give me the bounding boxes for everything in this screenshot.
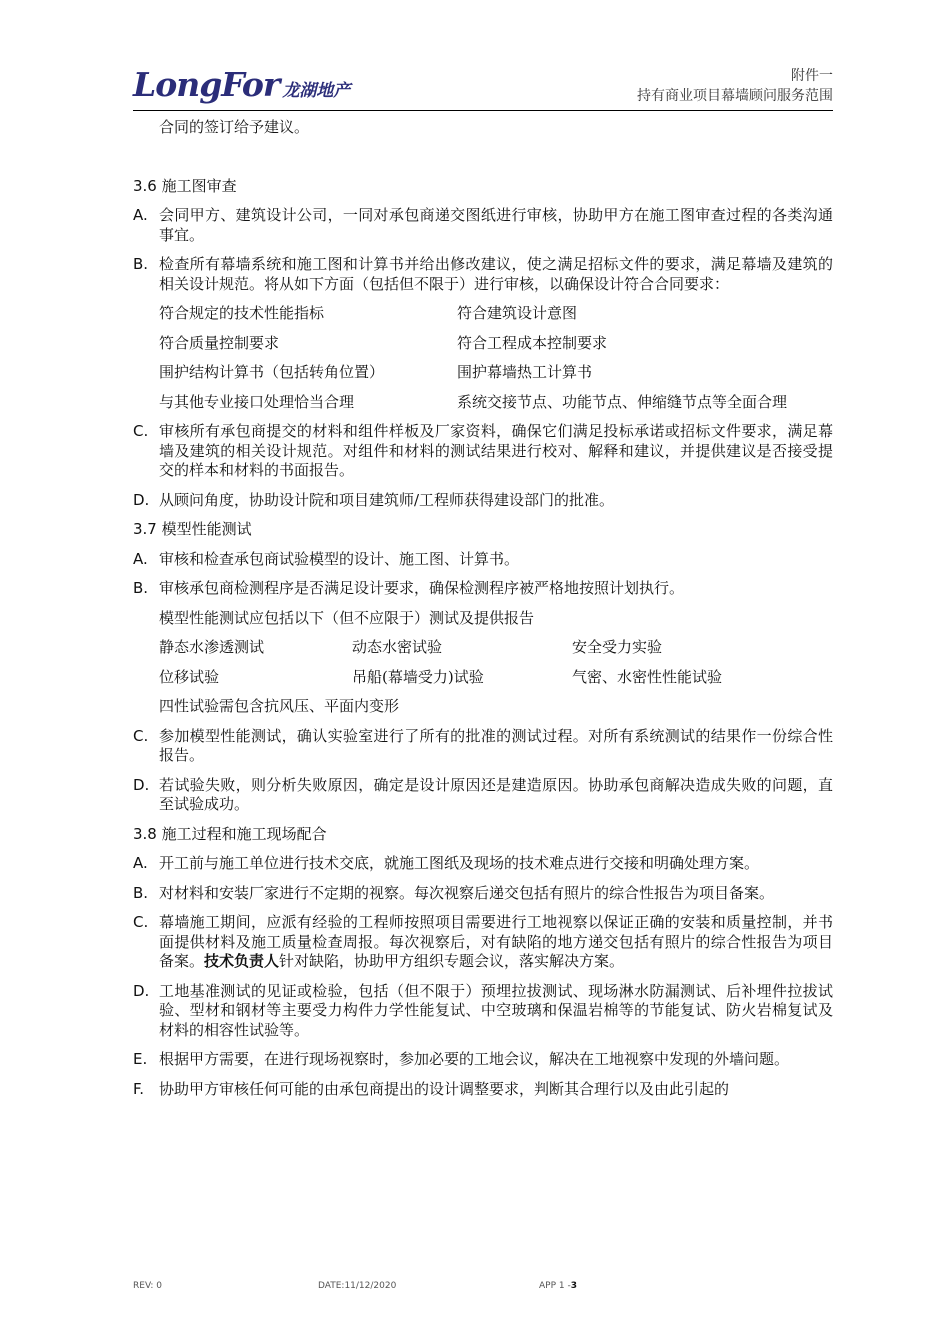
s36-item-a [133, 206, 833, 245]
s36-item-a-text: 会同甲方、建筑设计公司，一同对承包商递交图纸进行审核，协助甲方在施工图审查过程的各类沟通事宜。 [159, 206, 833, 244]
s38-item-a-text: 开工前与施工单位进行技术交底，就施工图纸及现场的技术难点进行交接和明确处理方案。 [159, 854, 760, 872]
s38-item-d [133, 982, 833, 1041]
s36-item-d [133, 491, 833, 511]
test-item: 气密、水密性性能试验 [572, 667, 723, 686]
s37-test-note: 四性试验需包含抗风压、平面内变形 [159, 697, 400, 715]
s38-item-c-text-tail: 针对缺陷，协助甲方组织专题会议，落实解决方案。 [279, 952, 625, 970]
s38-item-b-text: 对材料和安装厂家进行不定期的视察。每次视察后递交包括有照片的综合性报告为项目备案。 [159, 883, 775, 902]
review-point: 符合质量控制要求 [159, 333, 280, 352]
item-marker: A. [133, 549, 148, 568]
logo-chinese: 龙湖地产 [282, 80, 351, 101]
header-title-block [637, 66, 833, 106]
s37-item-a-text: 审核和检查承包商试验模型的设计、施工图、计算书。 [159, 549, 520, 568]
review-point: 符合规定的技术性能指标 [159, 304, 325, 322]
review-point: 围护结构计算书（包括转角位置） [159, 363, 385, 381]
s38-item-d-text: 工地基准测试的见证或检验，包括（但不限于）预埋拉拔测试、现场淋水防漏测试、后补埋件拉拔试验、型材和钢材等主要受力构件力学性能复试、中空玻璃和保温岩棉等的节能复试、防火岩棉复试及材料的相容性试验等。 [159, 981, 833, 1039]
s38-item-a [133, 854, 833, 874]
s36-item-c [133, 422, 833, 481]
s37-item-d [133, 776, 833, 815]
appendix-label: APP 1 - [539, 1281, 571, 1291]
s38-item-c-text: 幕墙施工期间，应派有经验的工程师按照项目需要进行工地视察以保证正确的安装和质量控制，并书面提供材料及施工质量检查周报。每次视察后，对有缺陷的地方递交包括有照片的综合性报告为项目备案。 [159, 913, 833, 970]
item-marker: B. [133, 579, 149, 597]
review-point: 符合工程成本控制要求 [457, 333, 608, 352]
item-marker: C. [133, 422, 149, 440]
s36-item-b [133, 255, 833, 294]
longfor-logo [133, 64, 350, 104]
item-marker: A. [133, 206, 148, 224]
s36-item-b-text: 检查所有幕墙系统和施工图和计算书并给出修改建议，使之满足招标文件的要求，满足幕墙及建筑的相关设计规范。将从如下方面（包括但不限于）进行审核，以确保设计符合合同要求： [159, 255, 833, 293]
date-label: DATE:11/12/2020 [318, 1281, 397, 1291]
document-body [133, 118, 833, 1099]
s38-item-e-text: 根据甲方需要，在进行现场视察时，参加必要的工地会议，解决在工地视察中发现的外墙问题。 [159, 1050, 790, 1068]
s38-item-f [133, 1080, 833, 1100]
section-3-6-title: 3.6 施工图审查 [133, 176, 237, 195]
review-point: 与其他专业接口处理恰当合理 [159, 392, 355, 411]
technical-lead-emphasis: 技术负责人 [204, 952, 280, 970]
review-point: 符合建筑设计意图 [457, 304, 578, 322]
s37-item-b-text: 审核承包商检测程序是否满足设计要求，确保检测程序被严格地按照计划执行。 [159, 579, 685, 597]
item-marker: D. [133, 981, 150, 1000]
s37-item-c [133, 727, 833, 766]
test-item: 位移试验 [159, 667, 220, 686]
header-divider [133, 110, 833, 111]
review-point: 系统交接节点、功能节点、伸缩缝节点等全面合理 [457, 392, 788, 411]
item-marker: C. [133, 913, 149, 931]
s37-test-list [133, 638, 833, 687]
s37-item-c-text: 参加模型性能测试，确认实验室进行了所有的批准的测试过程。对所有系统测试的结果作一份综合性报告。 [159, 726, 833, 764]
item-marker: F. [133, 1079, 144, 1098]
s36-item-d-text: 从顾问角度，协助设计院和项目建筑师/工程师获得建设部门的批准。 [159, 490, 615, 509]
s38-item-b [133, 884, 833, 904]
section-3-8-title: 3.8 施工过程和施工现场配合 [133, 824, 327, 843]
logo-wordmark: LongFor [133, 64, 280, 104]
s38-item-e [133, 1050, 833, 1070]
page-header [133, 60, 833, 110]
item-marker: D. [133, 490, 150, 509]
attachment-label: 附件一 [791, 68, 833, 84]
s37-item-d-text: 若试验失败，则分析失败原因，确定是设计原因还是建造原因。协助承包商解决造成失败的问题，直至试验成功。 [159, 775, 833, 813]
item-marker: C. [133, 726, 149, 745]
page-number: 3 [570, 1281, 577, 1291]
item-marker: D. [133, 775, 150, 794]
test-item: 吊船(幕墙受力)试验 [352, 667, 484, 686]
test-item: 动态水密试验 [352, 638, 443, 656]
s37-item-a [133, 550, 833, 570]
item-marker: E. [133, 1050, 148, 1068]
section-3-7-title: 3.7 模型性能测试 [133, 520, 252, 538]
s36-item-c-text: 审核所有承包商提交的材料和组件样板及厂家资料，确保它们满足投标承诺或招标文件要求，满足幕墙及建筑的相关设计规范。对组件和材料的测试结果进行校对、解释和建议，并提供建议是否接受提交的样本和材料的书面报告。 [159, 422, 833, 479]
review-point: 围护幕墙热工计算书 [457, 363, 593, 381]
s38-item-f-text: 协助甲方审核任何可能的由承包商提出的设计调整要求，判断其合理行以及由此引起的 [159, 1079, 730, 1098]
appendix-page-label [539, 1281, 577, 1291]
intro-line: 合同的签订给予建议。 [159, 118, 310, 136]
revision-label: REV: 0 [133, 1281, 162, 1291]
test-item: 静态水渗透测试 [159, 638, 265, 656]
item-marker: A. [133, 854, 148, 872]
document-title: 持有商业项目幕墙顾问服务范围 [637, 88, 833, 104]
s36-review-list [133, 304, 833, 412]
page-footer [133, 1281, 833, 1297]
item-marker: B. [133, 255, 149, 273]
s38-item-c [133, 913, 833, 972]
test-item: 安全受力实验 [572, 638, 663, 656]
s37-item-b [133, 579, 833, 599]
item-marker: B. [133, 883, 149, 902]
s37-test-intro: 模型性能测试应包括以下（但不应限于）测试及提供报告 [159, 608, 535, 627]
